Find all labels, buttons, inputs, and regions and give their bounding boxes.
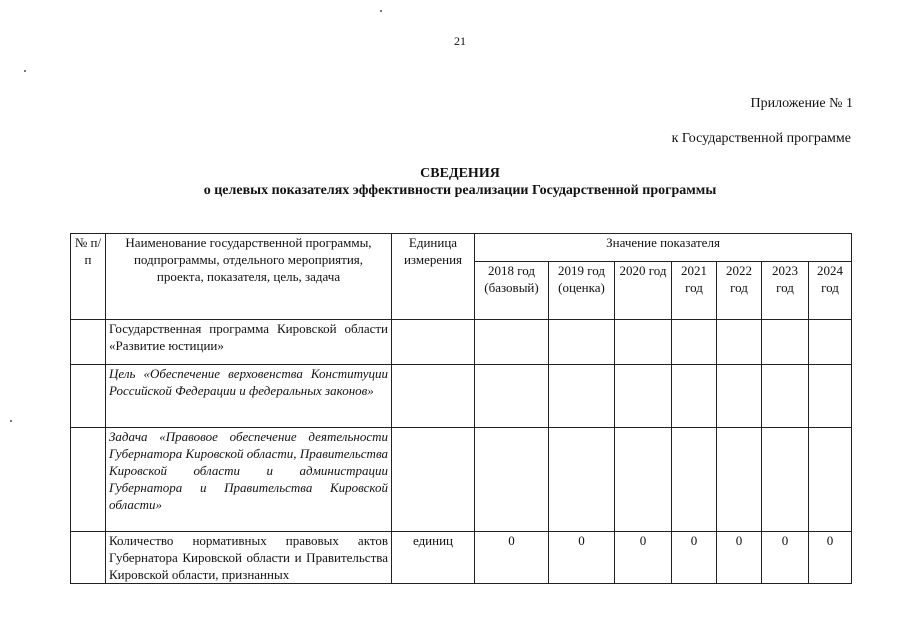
header-year: 2023 год: [762, 262, 809, 320]
row-value: [672, 428, 717, 532]
header-year: 2020 год: [615, 262, 672, 320]
row-value: [475, 428, 549, 532]
row-value: [549, 428, 615, 532]
row-value: [809, 365, 852, 428]
row-unit: [392, 428, 475, 532]
row-value: [475, 320, 549, 365]
header-unit: Единица измерения: [392, 234, 475, 320]
row-name: Количество нормативных правовых актов Губернатора Кировской области и Правительства Кировской области, признанных: [106, 532, 392, 584]
header-year: 2018 год (базовый): [475, 262, 549, 320]
row-value: 0: [717, 532, 762, 584]
row-value: [615, 320, 672, 365]
header-name: Наименование государственной программы, подпрограммы, отдельного мероприятия, проекта, показателя, цель, задача: [106, 234, 392, 320]
table-row: [71, 532, 852, 584]
appendix-label: Приложение № 1: [750, 96, 853, 111]
row-num: [71, 532, 106, 584]
scan-speck: [10, 420, 12, 422]
row-name: Цель «Обеспечение верховенства Конституции Российской Федерации и федеральных законов»: [106, 365, 392, 428]
row-value: 0: [475, 532, 549, 584]
table-row: [71, 320, 852, 365]
row-name: Государственная программа Кировской области «Развитие юстиции»: [106, 320, 392, 365]
row-value: [615, 428, 672, 532]
row-unit: единиц: [392, 532, 475, 584]
scan-speck: [24, 70, 26, 72]
row-value: [717, 428, 762, 532]
row-value: 0: [809, 532, 852, 584]
row-value: [809, 428, 852, 532]
appendix-reference: к Государственной программе: [671, 131, 851, 146]
row-value: [672, 365, 717, 428]
row-value: [762, 428, 809, 532]
header-year: 2019 год (оценка): [549, 262, 615, 320]
table-row: [71, 365, 852, 428]
row-value: [549, 365, 615, 428]
row-value: [717, 320, 762, 365]
header-num: № п/п: [71, 234, 106, 320]
header-value-group: Значение показателя: [475, 234, 852, 262]
row-value: 0: [672, 532, 717, 584]
header-year: 2024 год: [809, 262, 852, 320]
header-year: 2022 год: [717, 262, 762, 320]
row-value: [549, 320, 615, 365]
row-unit: [392, 365, 475, 428]
row-num: [71, 365, 106, 428]
row-value: [672, 320, 717, 365]
row-num: [71, 428, 106, 532]
row-value: 0: [549, 532, 615, 584]
page-number: 21: [454, 34, 466, 48]
document-subtitle: о целевых показателях эффективности реализации Государственной программы: [203, 183, 717, 198]
row-value: 0: [762, 532, 809, 584]
indicators-table: [70, 233, 852, 584]
table-row: [71, 428, 852, 532]
row-value: [809, 320, 852, 365]
row-unit: [392, 320, 475, 365]
scan-speck: [380, 10, 382, 12]
document-title: СВЕДЕНИЯ: [420, 166, 500, 181]
row-num: [71, 320, 106, 365]
row-value: 0: [615, 532, 672, 584]
header-year: 2021 год: [672, 262, 717, 320]
row-name: Задача «Правовое обеспечение деятельности Губернатора Кировской области, Правительства Кировской области и администрации Губернатора и Правительства Кировской области»: [106, 428, 392, 532]
row-value: [762, 365, 809, 428]
row-value: [717, 365, 762, 428]
row-value: [762, 320, 809, 365]
row-value: [475, 365, 549, 428]
row-value: [615, 365, 672, 428]
